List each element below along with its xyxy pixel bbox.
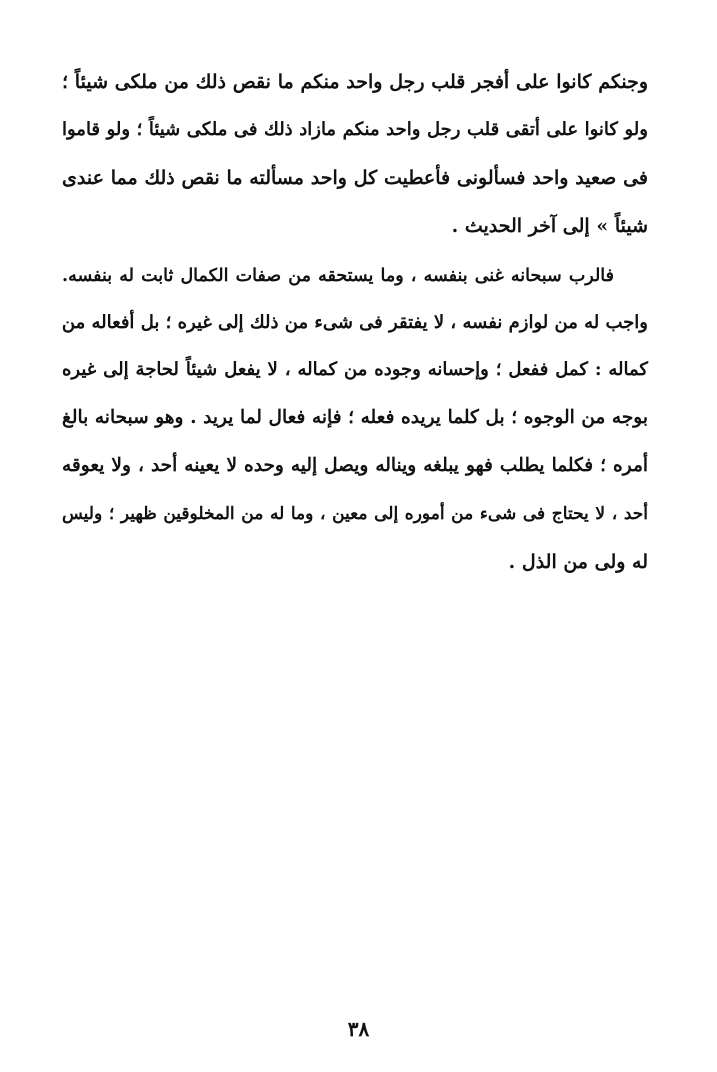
text-line-10: أحد ، لا يحتاج فى شىء من أموره إلى معين ، وما له من المخلوقين ظهير ؛ وليس	[62, 504, 648, 524]
text-line-8: بوجه من الوجوه ؛ بل كلما يريده فعله ؛ فإنه فعال لما يريد . وهو سبحانه بالغ	[62, 407, 648, 428]
text-line-1: وجنكم كانوا على أفجر قلب رجل واحد منكم ما نقص ذلك من ملكى شيئاً ؛	[62, 71, 648, 93]
text-line-4: شيئاً » إلى آخر الحديث .	[451, 215, 648, 237]
text-line-6: واجب له من لوازم نفسه ، لا يفتقر فى شىء من ذلك إلى غيره ؛ بل أفعاله من	[61, 312, 648, 333]
text-line-11: له ولى من الذل .	[508, 551, 648, 573]
text-line-3: فى صعيد واحد فسألونى فأعطيت كل واحد مسألته ما نقص ذلك مما عندى	[62, 167, 648, 189]
text-line-7: كماله : كمل ففعل ؛ وإحسانه وجوده من كماله ، لا يفعل شيئاً لحاجة إلى غيره	[62, 359, 648, 380]
text-line-2: ولو كانوا على أتقى قلب رجل واحد منكم مازاد ذلك فى ملكى شيئاً ؛ ولو قاموا	[62, 119, 648, 140]
text-line-5: فالرب سبحانه غنى بنفسه ، وما يستحقه من صفات الكمال ثابت له بنفسه.	[62, 266, 614, 286]
page-number: ٣٨	[347, 1017, 370, 1041]
text-line-9: أمره ؛ فكلما يطلب فهو يبلغه ويناله ويصل إليه وحده لا يعينه أحد ، ولا يعوقه	[62, 455, 648, 476]
